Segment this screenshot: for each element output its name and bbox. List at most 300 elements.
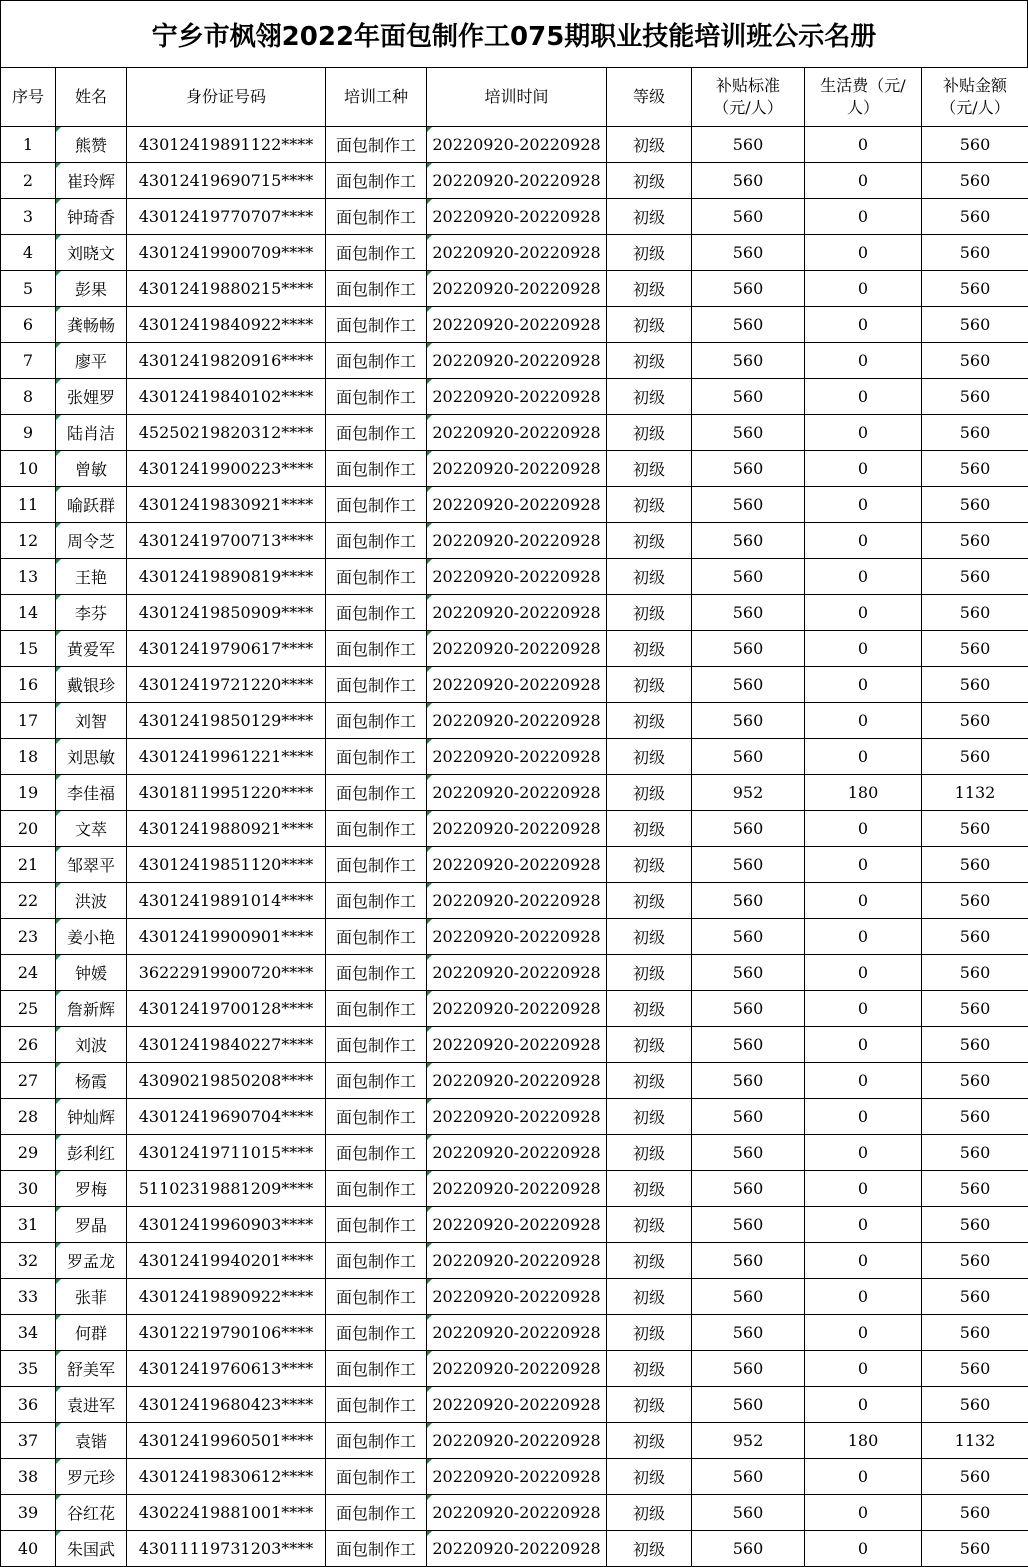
cell-trade: 面包制作工 [326,343,427,379]
cell-period: 20220920-20220928 [427,1531,607,1567]
cell-living: 0 [805,379,922,415]
cell-amount: 1132 [922,775,1028,811]
cell-name: 陆肖洁 [56,415,127,451]
cell-trade: 面包制作工 [326,703,427,739]
cell-trade: 面包制作工 [326,847,427,883]
cell-amount: 560 [922,1171,1028,1207]
cell-amount: 560 [922,487,1028,523]
cell-level: 初级 [607,1459,692,1495]
cell-name: 袁锴 [56,1423,127,1459]
cell-standard: 560 [692,1171,805,1207]
cell-amount: 560 [922,1387,1028,1423]
cell-id: 43012419900709**** [127,235,326,271]
cell-living: 0 [805,883,922,919]
cell-standard: 560 [692,487,805,523]
table-row [1,1207,1028,1243]
header-trade: 培训工种 [326,68,427,127]
cell-seq: 4 [1,235,56,271]
table-row [1,991,1028,1027]
cell-name: 罗元珍 [56,1459,127,1495]
cell-seq: 6 [1,307,56,343]
cell-standard: 560 [692,847,805,883]
cell-standard: 560 [692,991,805,1027]
table-row [1,1279,1028,1315]
cell-living: 0 [805,163,922,199]
cell-level: 初级 [607,235,692,271]
cell-living: 0 [805,307,922,343]
table-row [1,199,1028,235]
cell-id: 43012419880215**** [127,271,326,307]
cell-trade: 面包制作工 [326,595,427,631]
cell-period: 20220920-20220928 [427,1171,607,1207]
cell-name: 钟媛 [56,955,127,991]
cell-living: 0 [805,991,922,1027]
table-row [1,595,1028,631]
cell-level: 初级 [607,1423,692,1459]
cell-level: 初级 [607,775,692,811]
cell-seq: 7 [1,343,56,379]
cell-name: 钟灿辉 [56,1099,127,1135]
cell-amount: 560 [922,955,1028,991]
cell-amount: 560 [922,847,1028,883]
cell-trade: 面包制作工 [326,1423,427,1459]
cell-standard: 560 [692,199,805,235]
cell-level: 初级 [607,1387,692,1423]
table-row [1,559,1028,595]
cell-seq: 38 [1,1459,56,1495]
cell-living: 0 [805,1063,922,1099]
table-row [1,379,1028,415]
cell-amount: 560 [922,199,1028,235]
cell-trade: 面包制作工 [326,559,427,595]
cell-seq: 2 [1,163,56,199]
cell-amount: 560 [922,559,1028,595]
cell-level: 初级 [607,163,692,199]
cell-seq: 39 [1,1495,56,1531]
cell-seq: 31 [1,1207,56,1243]
cell-standard: 560 [692,271,805,307]
cell-trade: 面包制作工 [326,739,427,775]
cell-amount: 560 [922,739,1028,775]
cell-amount: 560 [922,415,1028,451]
cell-name: 钟琦香 [56,199,127,235]
cell-id: 43022419881001**** [127,1495,326,1531]
cell-id: 36222919900720**** [127,955,326,991]
table-row [1,1315,1028,1351]
cell-living: 0 [805,559,922,595]
cell-period: 20220920-20220928 [427,379,607,415]
table-row [1,235,1028,271]
cell-trade: 面包制作工 [326,919,427,955]
cell-name: 张菲 [56,1279,127,1315]
cell-period: 20220920-20220928 [427,199,607,235]
cell-level: 初级 [607,955,692,991]
table-row [1,1459,1028,1495]
table-row [1,271,1028,307]
cell-period: 20220920-20220928 [427,343,607,379]
cell-living: 180 [805,1423,922,1459]
cell-period: 20220920-20220928 [427,883,607,919]
cell-seq: 25 [1,991,56,1027]
cell-seq: 35 [1,1351,56,1387]
cell-trade: 面包制作工 [326,883,427,919]
cell-amount: 560 [922,595,1028,631]
cell-id: 43012419840102**** [127,379,326,415]
cell-standard: 560 [692,163,805,199]
cell-id: 43012419690715**** [127,163,326,199]
cell-id: 43012419891014**** [127,883,326,919]
cell-name: 熊赞 [56,127,127,163]
cell-name: 洪波 [56,883,127,919]
cell-name: 喻跃群 [56,487,127,523]
cell-trade: 面包制作工 [326,1135,427,1171]
cell-amount: 560 [922,307,1028,343]
cell-name: 杨霞 [56,1063,127,1099]
cell-amount: 560 [922,1279,1028,1315]
cell-trade: 面包制作工 [326,811,427,847]
cell-amount: 560 [922,235,1028,271]
cell-living: 0 [805,487,922,523]
cell-living: 0 [805,1171,922,1207]
cell-trade: 面包制作工 [326,1315,427,1351]
cell-seq: 18 [1,739,56,775]
cell-level: 初级 [607,451,692,487]
cell-standard: 560 [692,1351,805,1387]
cell-seq: 19 [1,775,56,811]
cell-level: 初级 [607,883,692,919]
cell-trade: 面包制作工 [326,1387,427,1423]
cell-id: 43012419850909**** [127,595,326,631]
cell-standard: 560 [692,1387,805,1423]
cell-trade: 面包制作工 [326,523,427,559]
cell-amount: 560 [922,271,1028,307]
cell-id: 43012419960903**** [127,1207,326,1243]
cell-standard: 560 [692,1243,805,1279]
cell-id: 51102319881209**** [127,1171,326,1207]
cell-level: 初级 [607,1243,692,1279]
cell-living: 0 [805,343,922,379]
cell-living: 0 [805,811,922,847]
cell-amount: 560 [922,1207,1028,1243]
cell-level: 初级 [607,415,692,451]
cell-seq: 21 [1,847,56,883]
table-row [1,1531,1028,1567]
cell-standard: 560 [692,1459,805,1495]
cell-seq: 37 [1,1423,56,1459]
page-title: 宁乡市枫翎2022年面包制作工075期职业技能培训班公示名册 [0,0,1028,67]
cell-living: 180 [805,775,922,811]
cell-living: 0 [805,1351,922,1387]
cell-period: 20220920-20220928 [427,595,607,631]
cell-id: 43012419820916**** [127,343,326,379]
cell-standard: 560 [692,1207,805,1243]
cell-trade: 面包制作工 [326,955,427,991]
cell-living: 0 [805,451,922,487]
cell-level: 初级 [607,1495,692,1531]
cell-name: 朱国武 [56,1531,127,1567]
cell-level: 初级 [607,739,692,775]
cell-name: 张娌罗 [56,379,127,415]
cell-period: 20220920-20220928 [427,739,607,775]
table-row [1,1063,1028,1099]
cell-period: 20220920-20220928 [427,127,607,163]
cell-amount: 560 [922,163,1028,199]
cell-living: 0 [805,271,922,307]
cell-seq: 8 [1,379,56,415]
cell-seq: 40 [1,1531,56,1567]
cell-name: 李芬 [56,595,127,631]
cell-amount: 560 [922,1063,1028,1099]
cell-standard: 560 [692,523,805,559]
cell-period: 20220920-20220928 [427,703,607,739]
cell-level: 初级 [607,487,692,523]
cell-standard: 560 [692,883,805,919]
cell-period: 20220920-20220928 [427,991,607,1027]
cell-living: 0 [805,1099,922,1135]
cell-id: 43012419960501**** [127,1423,326,1459]
cell-level: 初级 [607,811,692,847]
cell-trade: 面包制作工 [326,1351,427,1387]
cell-standard: 560 [692,235,805,271]
header-name: 姓名 [56,68,127,127]
cell-trade: 面包制作工 [326,307,427,343]
cell-period: 20220920-20220928 [427,1387,607,1423]
cell-amount: 560 [922,523,1028,559]
cell-living: 0 [805,523,922,559]
cell-seq: 9 [1,415,56,451]
cell-id: 43090219850208**** [127,1063,326,1099]
cell-trade: 面包制作工 [326,1495,427,1531]
cell-amount: 560 [922,811,1028,847]
cell-seq: 14 [1,595,56,631]
cell-amount: 560 [922,127,1028,163]
cell-standard: 560 [692,919,805,955]
cell-name: 刘波 [56,1027,127,1063]
cell-seq: 24 [1,955,56,991]
cell-name: 刘晓文 [56,235,127,271]
cell-id: 43012219790106**** [127,1315,326,1351]
cell-period: 20220920-20220928 [427,307,607,343]
cell-level: 初级 [607,919,692,955]
cell-id: 43012419700713**** [127,523,326,559]
cell-living: 0 [805,199,922,235]
table-row [1,1027,1028,1063]
cell-name: 彭利红 [56,1135,127,1171]
cell-level: 初级 [607,667,692,703]
cell-trade: 面包制作工 [326,667,427,703]
cell-trade: 面包制作工 [326,163,427,199]
cell-seq: 28 [1,1099,56,1135]
cell-amount: 560 [922,379,1028,415]
cell-level: 初级 [607,523,692,559]
cell-standard: 560 [692,127,805,163]
cell-trade: 面包制作工 [326,235,427,271]
cell-living: 0 [805,1279,922,1315]
table-row [1,1243,1028,1279]
cell-period: 20220920-20220928 [427,1063,607,1099]
header-id: 身份证号码 [127,68,326,127]
table-row [1,667,1028,703]
cell-living: 0 [805,847,922,883]
cell-living: 0 [805,235,922,271]
cell-living: 0 [805,1243,922,1279]
cell-id: 43012419700128**** [127,991,326,1027]
cell-seq: 17 [1,703,56,739]
cell-id: 43012419890819**** [127,559,326,595]
cell-standard: 560 [692,667,805,703]
cell-period: 20220920-20220928 [427,847,607,883]
cell-standard: 560 [692,559,805,595]
cell-id: 43012419711015**** [127,1135,326,1171]
cell-amount: 560 [922,1531,1028,1567]
cell-name: 谷红花 [56,1495,127,1531]
cell-level: 初级 [607,1171,692,1207]
cell-living: 0 [805,739,922,775]
cell-standard: 560 [692,1279,805,1315]
cell-period: 20220920-20220928 [427,523,607,559]
cell-trade: 面包制作工 [326,1459,427,1495]
cell-standard: 560 [692,703,805,739]
cell-period: 20220920-20220928 [427,667,607,703]
table-row [1,955,1028,991]
table-row [1,1423,1028,1459]
cell-trade: 面包制作工 [326,775,427,811]
cell-amount: 560 [922,1243,1028,1279]
cell-id: 43012419900901**** [127,919,326,955]
cell-standard: 560 [692,343,805,379]
cell-amount: 560 [922,1459,1028,1495]
cell-trade: 面包制作工 [326,1063,427,1099]
cell-living: 0 [805,1495,922,1531]
cell-name: 罗梅 [56,1171,127,1207]
cell-name: 龚畅畅 [56,307,127,343]
cell-living: 0 [805,703,922,739]
cell-name: 曾敏 [56,451,127,487]
cell-name: 舒美军 [56,1351,127,1387]
cell-period: 20220920-20220928 [427,1315,607,1351]
cell-seq: 22 [1,883,56,919]
cell-period: 20220920-20220928 [427,1243,607,1279]
cell-period: 20220920-20220928 [427,1351,607,1387]
cell-period: 20220920-20220928 [427,955,607,991]
cell-amount: 560 [922,1027,1028,1063]
cell-name: 罗晶 [56,1207,127,1243]
cell-level: 初级 [607,343,692,379]
cell-amount: 560 [922,343,1028,379]
table-row [1,523,1028,559]
cell-seq: 30 [1,1171,56,1207]
cell-standard: 560 [692,451,805,487]
cell-seq: 33 [1,1279,56,1315]
cell-trade: 面包制作工 [326,199,427,235]
cell-period: 20220920-20220928 [427,919,607,955]
cell-standard: 560 [692,415,805,451]
cell-id: 43012419770707**** [127,199,326,235]
cell-living: 0 [805,1135,922,1171]
cell-living: 0 [805,955,922,991]
cell-seq: 3 [1,199,56,235]
cell-period: 20220920-20220928 [427,271,607,307]
table-row [1,451,1028,487]
cell-seq: 5 [1,271,56,307]
cell-period: 20220920-20220928 [427,1423,607,1459]
table-row [1,343,1028,379]
cell-name: 姜小艳 [56,919,127,955]
cell-seq: 20 [1,811,56,847]
cell-id: 45250219820312**** [127,415,326,451]
cell-id: 43012419790617**** [127,631,326,667]
cell-name: 邹翠平 [56,847,127,883]
cell-name: 罗孟龙 [56,1243,127,1279]
cell-period: 20220920-20220928 [427,1027,607,1063]
cell-standard: 560 [692,1099,805,1135]
table-row [1,307,1028,343]
cell-amount: 560 [922,1135,1028,1171]
cell-period: 20220920-20220928 [427,1279,607,1315]
cell-id: 43012419850129**** [127,703,326,739]
cell-level: 初级 [607,703,692,739]
cell-amount: 560 [922,703,1028,739]
cell-amount: 560 [922,1495,1028,1531]
cell-standard: 560 [692,1063,805,1099]
header-amount: 补贴金额（元/人） [922,68,1028,127]
cell-living: 0 [805,631,922,667]
table-row [1,1351,1028,1387]
cell-period: 20220920-20220928 [427,1207,607,1243]
cell-living: 0 [805,1459,922,1495]
cell-name: 王艳 [56,559,127,595]
cell-standard: 952 [692,775,805,811]
cell-level: 初级 [607,1207,692,1243]
cell-trade: 面包制作工 [326,1279,427,1315]
cell-standard: 560 [692,595,805,631]
cell-trade: 面包制作工 [326,631,427,667]
cell-trade: 面包制作工 [326,487,427,523]
cell-standard: 560 [692,1027,805,1063]
cell-name: 袁进军 [56,1387,127,1423]
table-row [1,127,1028,163]
cell-id: 43012419900223**** [127,451,326,487]
cell-id: 43012419840227**** [127,1027,326,1063]
table-row [1,1171,1028,1207]
table-row [1,811,1028,847]
cell-name: 廖平 [56,343,127,379]
table-row [1,1495,1028,1531]
table-row [1,1387,1028,1423]
cell-name: 刘思敏 [56,739,127,775]
header-row [1,68,1028,127]
cell-level: 初级 [607,271,692,307]
cell-period: 20220920-20220928 [427,163,607,199]
cell-living: 0 [805,1387,922,1423]
cell-id: 43012419891122**** [127,127,326,163]
cell-amount: 560 [922,667,1028,703]
cell-trade: 面包制作工 [326,451,427,487]
cell-id: 43012419840922**** [127,307,326,343]
cell-seq: 27 [1,1063,56,1099]
cell-name: 彭果 [56,271,127,307]
cell-period: 20220920-20220928 [427,487,607,523]
cell-seq: 11 [1,487,56,523]
cell-trade: 面包制作工 [326,379,427,415]
cell-living: 0 [805,667,922,703]
cell-id: 43012419940201**** [127,1243,326,1279]
cell-living: 0 [805,415,922,451]
cell-period: 20220920-20220928 [427,1495,607,1531]
table-row [1,919,1028,955]
cell-seq: 10 [1,451,56,487]
cell-level: 初级 [607,1027,692,1063]
